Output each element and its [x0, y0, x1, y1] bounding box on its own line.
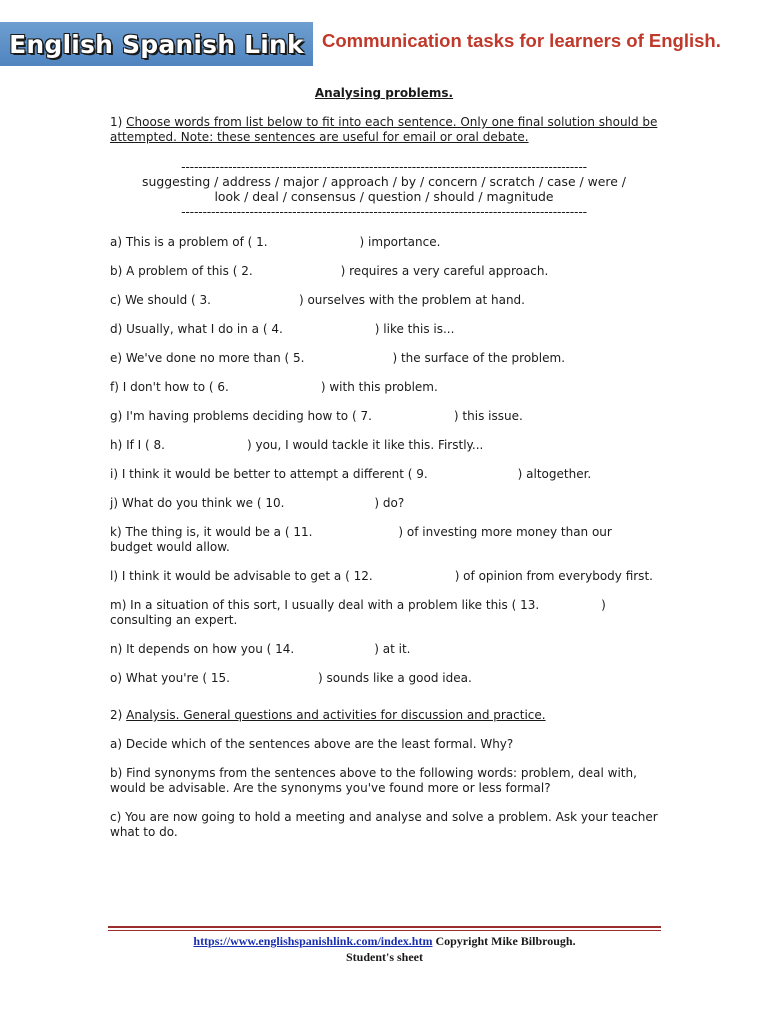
section1-number: 1) — [110, 115, 123, 129]
section2-title: Analysis. General questions and activities for discussion and practice. — [126, 708, 546, 722]
question-item — [110, 467, 658, 482]
discussion-item-b: b) Find synonyms from the sentences above to the following words: problem, deal with, would be advisable. Are the synonyms you've found more or less formal? — [110, 766, 637, 795]
question-text: f) I don't how to ( 6. — [110, 380, 229, 394]
question-item — [110, 525, 658, 555]
question-continuation: ) do? — [374, 496, 405, 510]
question-text: e) We've done no more than ( 5. — [110, 351, 305, 365]
question-continuation: ) of opinion from everybody first. — [454, 569, 653, 583]
footer-link[interactable]: https://www.englishspanishlink.com/index.htm — [193, 934, 433, 948]
question-text: c) We should ( 3. — [110, 293, 211, 307]
question-continuation: ) at it. — [374, 642, 411, 656]
discussion-item-a: a) Decide which of the sentences above are the least formal. Why? — [110, 737, 514, 751]
word-list-line-2: look / deal / consensus / question / should / magnitude — [214, 189, 554, 204]
question-item — [110, 351, 658, 366]
section2-number: 2) — [110, 708, 123, 722]
question-item — [110, 438, 658, 453]
question-item — [110, 598, 658, 628]
question-item — [110, 293, 658, 308]
question-continuation: ) altogether. — [517, 467, 592, 481]
question-text: k) The thing is, it would be a ( 11. — [110, 525, 313, 539]
question-text: n) It depends on how you ( 14. — [110, 642, 295, 656]
question-continuation: ) you, I would tackle it like this. Firstly... — [246, 438, 484, 452]
section1-text: Choose words from list below to fit into each sentence. Only one final solution should be attempted. Note: these sentences are useful for email or oral debate. — [110, 115, 658, 144]
question-continuation: ) of investing more money than our budget would allow. — [110, 525, 612, 554]
footer-rule-thick — [108, 926, 661, 928]
question-text: a) This is a problem of ( 1. — [110, 235, 268, 249]
section2-heading — [110, 708, 658, 723]
question-item — [110, 235, 658, 250]
page-title: Analysing problems. — [314, 86, 454, 100]
question-item — [110, 642, 658, 657]
footer — [108, 933, 661, 965]
question-text: g) I'm having problems deciding how to ( 7. — [110, 409, 372, 423]
question-continuation: ) like this is... — [374, 322, 455, 336]
question-continuation: ) this issue. — [453, 409, 523, 423]
site-logo — [0, 22, 313, 66]
question-text: h) If I ( 8. — [110, 438, 165, 452]
question-text: o) What you're ( 15. — [110, 671, 230, 685]
question-item — [110, 322, 658, 337]
question-text: l) I think it would be advisable to get a ( 12. — [110, 569, 373, 583]
footer-sheet-label: Student's sheet — [345, 950, 423, 964]
question-item — [110, 264, 658, 279]
discussion-item-c: c) You are now going to hold a meeting and analyse and solve a problem. Ask your teacher what to do. — [110, 810, 658, 839]
question-continuation: ) importance. — [359, 235, 441, 249]
divider-bottom: ----------------------------------------------------------------------------------------------- — [181, 204, 587, 219]
question-text: i) I think it would be better to attempt a different ( 9. — [110, 467, 428, 481]
question-item — [110, 569, 658, 584]
question-continuation: ) with this problem. — [320, 380, 438, 394]
footer-rule-thin — [108, 930, 661, 931]
header-tagline: Communication tasks for learners of English. — [322, 30, 721, 51]
worksheet-body — [110, 86, 658, 854]
question-continuation: ) requires a very careful approach. — [340, 264, 549, 278]
question-item — [110, 409, 658, 424]
logo-text: English Spanish Link — [9, 29, 304, 59]
question-continuation: ) sounds like a good idea. — [317, 671, 472, 685]
question-continuation: ) ourselves with the problem at hand. — [298, 293, 525, 307]
question-continuation: ) consulting an expert. — [110, 598, 606, 627]
section1-instruction — [110, 115, 658, 145]
question-text: d) Usually, what I do in a ( 4. — [110, 322, 283, 336]
question-text: b) A problem of this ( 2. — [110, 264, 253, 278]
word-list — [110, 159, 658, 219]
word-list-line-1: suggesting / address / major / approach / by / concern / scratch / case / were / — [142, 174, 626, 189]
question-item — [110, 496, 658, 511]
question-list — [110, 235, 658, 686]
question-item — [110, 380, 658, 395]
question-text: j) What do you think we ( 10. — [110, 496, 285, 510]
question-text: m) In a situation of this sort, I usually deal with a problem like this ( 13. — [110, 598, 540, 612]
divider-top: ----------------------------------------------------------------------------------------------- — [181, 159, 587, 174]
footer-copyright: Copyright Mike Bilbrough. — [435, 934, 576, 948]
question-item — [110, 671, 658, 686]
question-continuation: ) the surface of the problem. — [392, 351, 566, 365]
footer-rule — [108, 926, 661, 931]
